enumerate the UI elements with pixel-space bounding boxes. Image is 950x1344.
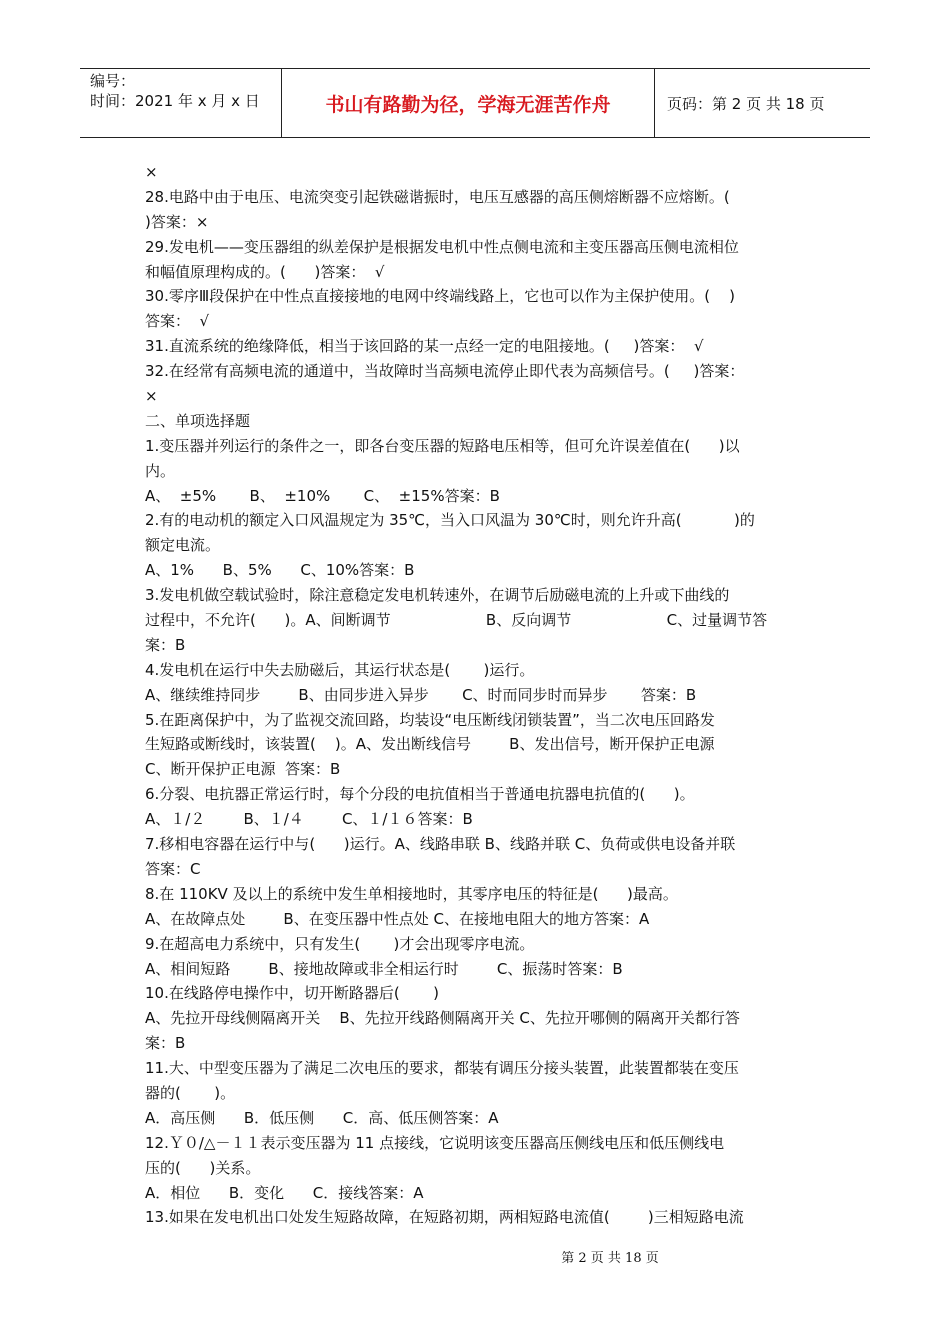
text-line: A、继续维持同步 B、由同步进入异步 C、时而同步时而异步 答案：B xyxy=(145,685,697,704)
text-line: A、１/２ B、１/４ C、１/１６答案：B xyxy=(145,810,473,829)
text-line: 内。 xyxy=(145,461,176,480)
text-line: 答案： √ xyxy=(145,312,210,331)
text-line: 7.移相电容器在运行中与( )运行。A、线路串联 B、线路并联 C、负荷或供电设备并联 xyxy=(145,835,736,854)
text-line: 10.在线路停电操作中，切开断路器后( ) xyxy=(145,984,439,1003)
text-line: 案：B xyxy=(145,635,186,654)
text-line: 额定电流。 xyxy=(145,536,221,555)
text-line: A、1% B、5% C、10%答案：B xyxy=(145,561,415,580)
text-line: 案：B xyxy=(145,1034,186,1053)
text-line: × xyxy=(145,163,158,181)
text-line: 3.发电机做空载试验时，除注意稳定发电机转速外，在调节后励磁电流的上升或下曲线的 xyxy=(145,586,730,605)
text-line: A．高压侧 B．低压侧 C．高、低压侧答案：A xyxy=(145,1108,499,1127)
text-line: A、相间短路 B、接地故障或非全相运行时 C、振荡时答案：B xyxy=(145,959,623,978)
text-line: 4.发电机在运行中失去励磁后，其运行状态是( )运行。 xyxy=(145,660,535,679)
text-line: 过程中，不允许( )。A、间断调节 B、反向调节 C、过量调节答 xyxy=(145,611,768,630)
text-line: 5.在距离保护中，为了监视交流回路，均装设“电压断线闭锁装置”，当二次电压回路发 xyxy=(145,710,715,729)
document-body xyxy=(145,160,805,1230)
text-line: × xyxy=(145,387,158,406)
text-line: A、 ±5% B、 ±10% C、 ±15%答案：B xyxy=(145,486,500,505)
text-line: 12.Ｙ０/△－１１表示变压器为 11 点接线，它说明该变压器高压侧线电压和低压侧线电 xyxy=(145,1133,725,1152)
header-meta-cell xyxy=(80,69,282,137)
text-line: 29.发电机——变压器组的纵差保护是根据发电机中性点侧电流和主变压器高压侧电流相位 xyxy=(145,237,739,256)
text-line: 二、单项选择题 xyxy=(145,411,251,430)
text-line: 31.直流系统的绝缘降低，相当于该回路的某一点经一定的电阻接地。( )答案： √ xyxy=(145,337,704,356)
motto-text: 书山有路勤为径，学海无涯苦作舟 xyxy=(325,93,611,116)
footer-page-number: 第 2 页 共 18 页 xyxy=(561,1251,659,1266)
text-line: 答案：C xyxy=(145,859,201,878)
text-line: 和幅值原理构成的。( )答案： √ xyxy=(145,262,385,281)
text-line: 6.分裂、电抗器正常运行时，每个分段的电抗值相当于普通电抗器电抗值的( )。 xyxy=(145,785,695,804)
text-line: 压的( )关系。 xyxy=(145,1158,261,1177)
text-line: 9.在超高电力系统中，只有发生( )才会出现零序电流。 xyxy=(145,934,535,953)
text-line: 11.大、中型变压器为了满足二次电压的要求，都装有调压分接头装置，此装置都装在变压 xyxy=(145,1059,739,1078)
page-info: 页码：第 2 页 共 18 页 xyxy=(667,94,825,113)
text-line: 30.零序Ⅲ段保护在中性点直接接地的电网中终端线路上，它也可以作为主保护使用。( ) xyxy=(145,287,735,306)
text-line: A、先拉开母线侧隔离开关 B、先拉开线路侧隔离开关 C、先拉开哪侧的隔离开关都行答 xyxy=(145,1009,740,1028)
text-line: 32.在经常有高频电流的通道中，当故障时当高频电流停止即代表为高频信号。( )答案： xyxy=(145,362,745,381)
text-line: 2.有的电动机的额定入口风温规定为 35℃，当入口风温为 30℃时，则允许升高( )的 xyxy=(145,511,755,530)
text-line: 8.在 110KV 及以上的系统中发生单相接地时，其零序电压的特征是( )最高。 xyxy=(145,884,678,903)
doc-number-label: 编号： xyxy=(90,72,136,90)
header-motto-cell xyxy=(282,69,655,137)
text-line: 1.变压器并列运行的条件之一，即各台变压器的短路电压相等，但可允许误差值在( )以 xyxy=(145,436,740,455)
text-line: 13.如果在发电机出口处发生短路故障，在短路初期，两相短路电流值( )三相短路电流 xyxy=(145,1208,744,1227)
text-line: C、断开保护正电源 答案：B xyxy=(145,760,341,779)
page-header xyxy=(80,68,870,138)
date-line: 时间：2021 年 x 月 x 日 xyxy=(90,92,260,110)
text-line: 器的( )。 xyxy=(145,1083,236,1102)
text-line: A．相位 B．变化 C．接线答案：A xyxy=(145,1183,424,1202)
text-line: 生短路或断线时，该装置( )。A、发出断线信号 B、发出信号，断开保护正电源 xyxy=(145,735,715,754)
text-line: )答案：× xyxy=(145,212,209,231)
page-footer xyxy=(0,1247,950,1266)
text-line: A、在故障点处 B、在变压器中性点处 C、在接地电阻大的地方答案：A xyxy=(145,909,650,928)
header-page-cell xyxy=(655,69,870,137)
text-line: 28.电路中由于电压、电流突变引起铁磁谐振时，电压互感器的高压侧熔断器不应熔断。( xyxy=(145,187,730,206)
